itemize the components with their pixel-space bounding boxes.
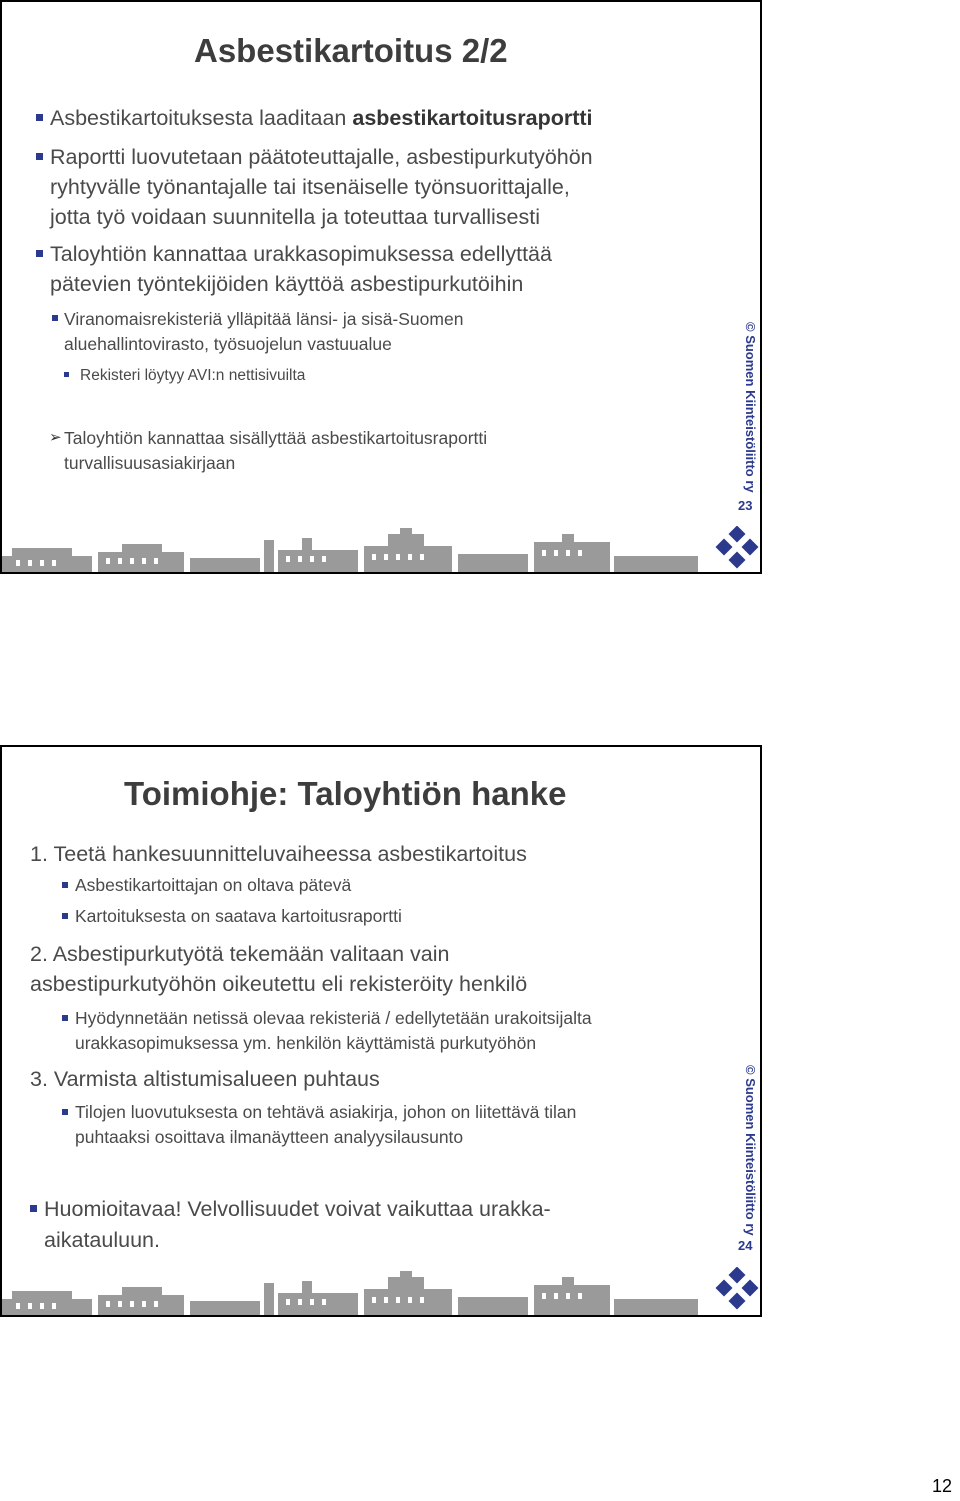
- bullet-square: [36, 250, 43, 257]
- slide-title: Asbestikartoitus 2/2: [194, 32, 508, 69]
- sub-sub-bullet-square: [64, 372, 69, 377]
- copyright-text: © Suomen Kiinteistöliitto ry: [743, 322, 758, 493]
- arrow-bullet-text-continued: turvallisuusasiakirjaan: [64, 453, 236, 473]
- sub-bullet-square: [52, 315, 58, 321]
- bullet-text: [50, 106, 593, 131]
- sub-bullet-text-continued: aluehallintovirasto, työsuojelun vastuualue: [64, 334, 392, 354]
- bullet-square: [36, 114, 43, 121]
- sub-sub-bullet-text: Rekisteri löytyy AVI:n nettisivuilta: [80, 367, 306, 384]
- bullet-square: [30, 1205, 37, 1212]
- bullet-text-plain: Asbestikartoituksesta laaditaan: [50, 106, 353, 130]
- kiinteistoliitto-logo-icon: [714, 526, 760, 572]
- step-2-text: 2. Asbestipurkutyötä tekemään valitaan vain: [30, 942, 450, 966]
- step-2-text-continued: asbestipurkutyöhön oikeutettu eli rekisteröity henkilö: [30, 972, 528, 996]
- sub-bullet-square: [62, 1015, 68, 1021]
- note-text: Huomioitavaa! Velvollisuudet voivat vaikuttaa urakka-: [44, 1197, 551, 1221]
- bullet-text-continued: ryhtyvälle työnantajalle tai itsenäiselle työnsuorittajalle,: [50, 175, 570, 199]
- bullet-text-continued: jotta työ voidaan suunnitella ja toteuttaa turvallisesti: [50, 205, 541, 229]
- bullet-text: Raportti luovutetaan päätoteuttajalle, asbestipurkutyöhön: [50, 145, 593, 169]
- slide-23: [0, 0, 762, 574]
- sub-bullet-text: Kartoituksesta on saatava kartoitusraportti: [75, 906, 402, 926]
- sub-bullet-square: [62, 913, 68, 919]
- slide-page-number: 24: [738, 1238, 753, 1253]
- building-skyline-icon: [2, 526, 702, 572]
- slide-24: [0, 745, 762, 1317]
- sub-bullet-text-continued: puhtaaksi osoittava ilmanäytteen analyysilausunto: [75, 1127, 464, 1147]
- bullet-text-bold: asbestikartoitusraportti: [352, 106, 593, 130]
- step-3-text: 3. Varmista altistumisalueen puhtaus: [30, 1067, 380, 1091]
- kiinteistoliitto-logo-icon: [714, 1267, 760, 1313]
- copyright-text: © Suomen Kiinteistöliitto ry: [743, 1065, 758, 1236]
- building-skyline-icon: [2, 1269, 702, 1315]
- bullet-text-continued: pätevien työntekijöiden käyttöä asbestipurkutöihin: [50, 272, 524, 296]
- step-1-text: 1. Teetä hankesuunnitteluvaiheessa asbestikartoitus: [30, 842, 527, 866]
- sub-bullet-text: Tilojen luovutuksesta on tehtävä asiakirja, johon on liitettävä tilan: [75, 1102, 577, 1122]
- bullet-square: [36, 153, 43, 160]
- slide-title: Toimiohje: Taloyhtiön hanke: [124, 775, 567, 812]
- arrow-bullet-icon: ➢: [49, 429, 62, 446]
- sub-bullet-square: [62, 1109, 68, 1115]
- sub-bullet-text: Hyödynnetään netissä olevaa rekisteriä / edellytetään urakoitsijalta: [75, 1008, 592, 1028]
- note-text-continued: aikatauluun.: [44, 1228, 160, 1252]
- sub-bullet-text-continued: urakkasopimuksessa ym. henkilön käyttämistä purkutyöhön: [75, 1033, 537, 1053]
- document-page-number: 12: [931, 1476, 952, 1496]
- arrow-bullet-text: Taloyhtiön kannattaa sisällyttää asbestikartoitusraportti: [64, 428, 488, 448]
- sub-bullet-text: Viranomaisrekisteriä ylläpitää länsi- ja sisä-Suomen: [64, 309, 464, 329]
- slide-page-number: 23: [738, 498, 753, 513]
- sub-bullet-square: [62, 882, 68, 888]
- bullet-text: Taloyhtiön kannattaa urakkasopimuksessa edellyttää: [50, 242, 552, 266]
- sub-bullet-text: Asbestikartoittajan on oltava pätevä: [75, 875, 352, 895]
